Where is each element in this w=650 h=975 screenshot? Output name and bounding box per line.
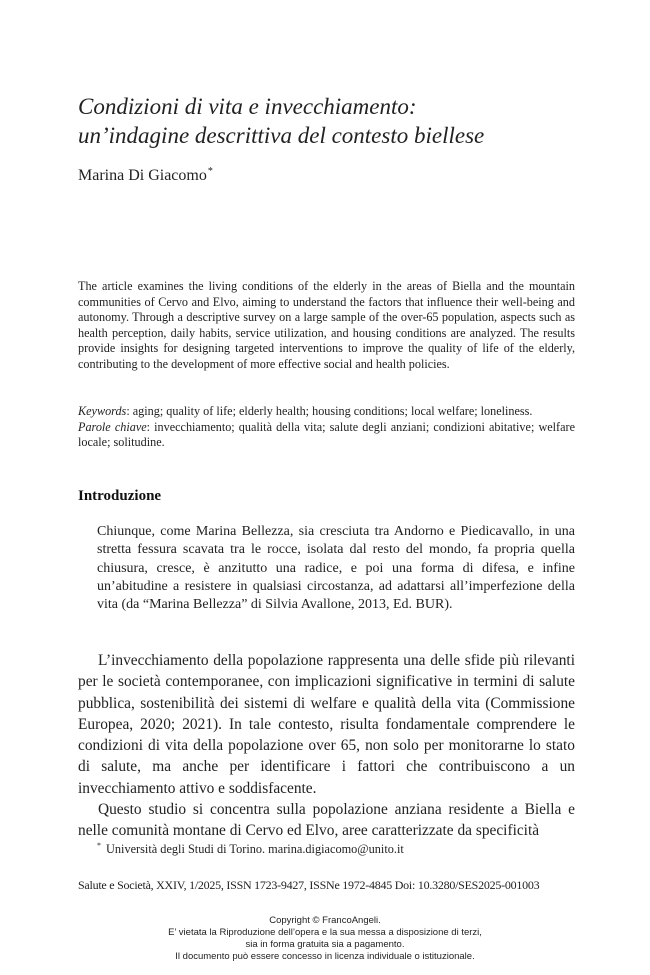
keywords-text: : aging; quality of life; elderly health; housing conditions; local welfare; loneliness. [126, 404, 533, 418]
parole-chiave [78, 420, 575, 451]
paragraph: L’invecchiamento della popolazione rappresenta una delle sfide più rilevanti per le società contemporanee, con implicazioni significative in termini di salute pubblica, sostenibilità dei sistemi di welfare e qualità della vita (Commissione Europea, 2020; 2021). In tale contesto, risulta fondamentale comprendere le condizioni di vita della popolazione over 65, non solo per monitorarne lo stato di salute, ma anche per identificare i fattori che contribuiscono a un invecchiamento attivo e soddisfacente. [78, 652, 575, 797]
copyright-line: Copyright © FrancoAngeli. [269, 915, 381, 926]
parole-chiave-label: Parole chiave [78, 419, 147, 434]
epigraph: Chiunque, come Marina Bellezza, sia cresciuta tra Andorno e Piedicavallo, in una stretta fessura scavata tra le rocce, isolata dal resto del mondo, fa propria quella chiusura, cresce, è anzitutto una radice, e poi una forma di difesa, e infine un’abitudine a resistere in qualsiasi circostanza, ad adattarsi all’imperfezione della vita (da “Marina Bellezza” di Silvia Avallone, 2013, Ed. BUR). [97, 524, 575, 613]
footnote-mark: * [97, 841, 101, 850]
abstract: The article examines the living conditions of the elderly in the areas of Biella and the mountain communities of Cervo and Elvo, aiming to understand the factors that influence their well-being and autonomy. Through a descriptive survey on a large sample of the over-65 population, aspects such as health perception, daily habits, service utilization, and housing conditions are analyzed. The results provide insights for designing targeted interventions to improve the quality of life of the elderly, contributing to the development of more effective social and health policies. [78, 279, 575, 371]
copyright-line: Il documento può essere concesso in licenza individuale o istituzionale. [175, 951, 475, 962]
footnote-text: Università degli Studi di Torino. marina.digiacomo@unito.it [106, 842, 404, 856]
copyright-line: E’ vietata la Riproduzione dell’opera e la sua messa a disposizione di terzi, [168, 927, 482, 938]
copyright-notice [0, 915, 650, 963]
parole-chiave-text: : invecchiamento; qualità della vita; salute degli anziani; condizioni abitative; welfare locale; solitudine. [78, 419, 575, 450]
article-title-line-2: un’indagine descrittiva del contesto biellese [78, 123, 485, 148]
keywords [78, 404, 575, 420]
author [78, 166, 213, 185]
author-footnote-mark[interactable]: * [207, 166, 213, 177]
copyright-line: sia in forma gratuita sia a pagamento. [245, 939, 405, 950]
keywords-label: Keywords [78, 404, 127, 418]
journal-citation: Salute e Società, XXIV, 1/2025, ISSN 1723-9427, ISSNe 1972-4845 Doi: 10.3280/SES2025-001003 [78, 878, 540, 892]
body-text [78, 650, 575, 842]
author-name: Marina Di Giacomo [78, 167, 207, 184]
footnote [97, 841, 404, 857]
article-title-line-1: Condizioni di vita e invecchiamento: [78, 94, 417, 119]
keywords-block [78, 404, 575, 451]
section-heading: Introduzione [78, 488, 162, 504]
paragraph: Questo studio si concentra sulla popolazione anziana residente a Biella e nelle comunità montane di Cervo ed Elvo, aree caratterizzate da specificità [78, 801, 575, 840]
article-title [78, 92, 598, 150]
